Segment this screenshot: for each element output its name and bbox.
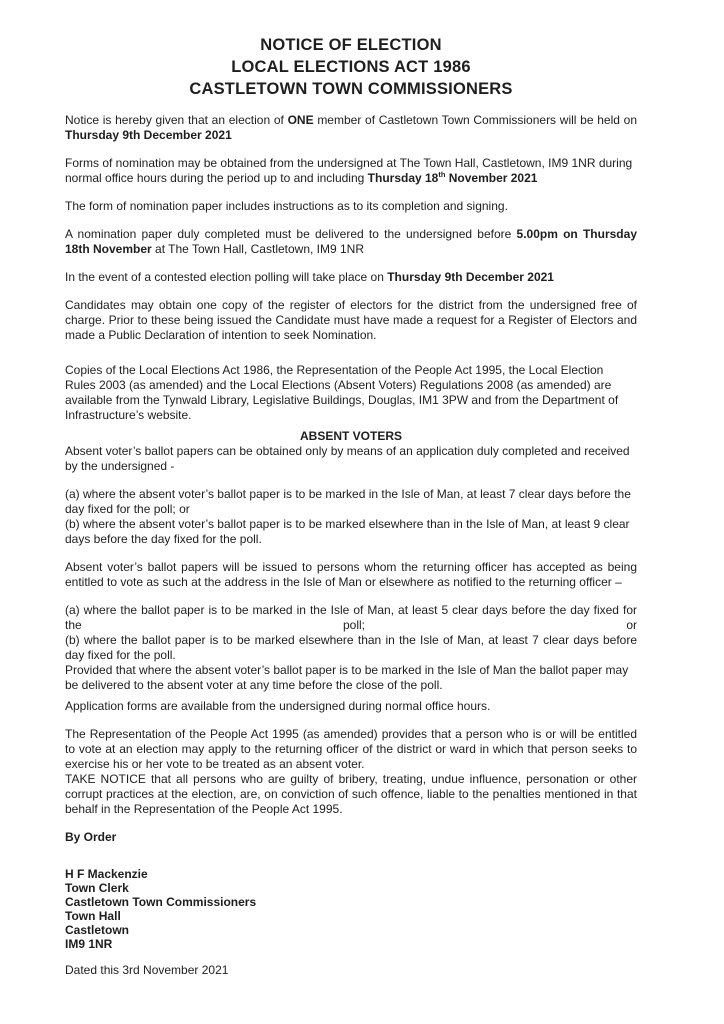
signature-line: H F Mackenzie	[65, 867, 148, 881]
paragraph: Application forms are available from the undersigned during normal office hours.	[65, 699, 491, 713]
paragraph: (a) where the ballot paper is to be marked in the Isle of Man, at least 5 clear days before the day fixed for the poll; or	[65, 603, 637, 632]
paragraph: (b) where the absent voter’s ballot paper is to be marked elsewhere than in the Isle of Man, at least 9 clear days before the day fixed for the poll.	[65, 517, 630, 546]
paragraph: Notice is hereby given that an election of ONE member of Castletown Town Commissioners will be held on Thursday 9th December 2021	[65, 113, 637, 142]
title-line: NOTICE OF ELECTION	[260, 36, 442, 54]
paragraph: Provided that where the absent voter’s ballot paper is to be marked in the Isle of Man the ballot paper may be delivered to the absent voter at any time before the close of the poll.	[65, 663, 629, 692]
by-order: By Order	[65, 830, 117, 844]
paragraph: Absent voter’s ballot papers will be issued to persons whom the returning officer has accepted as being entitled to vote as such at the address in the Isle of Man or elsewhere as notified to the returning officer –	[65, 560, 637, 589]
signature-line: Castletown	[65, 923, 130, 937]
signature-line: IM9 1NR	[65, 937, 113, 951]
title-line: CASTLETOWN TOWN COMMISSIONERS	[189, 80, 513, 98]
section-heading: ABSENT VOTERS	[299, 429, 402, 443]
paragraph: TAKE NOTICE that all persons who are guilty of bribery, treating, undue influence, personation or other corrupt practices at the election, are, on conviction of such offence, liable to the penalties mentioned in that behalf in the Representation of the People Act 1995.	[65, 772, 637, 816]
paragraph: (b) where the ballot paper is to be marked elsewhere than in the Isle of Man, at least 7 clear days before day fixed for the poll.	[65, 633, 637, 662]
notice-paragraphs	[65, 113, 637, 817]
signature-block	[65, 867, 637, 951]
signature-line: Castletown Town Commissioners	[65, 895, 257, 909]
paragraph: Absent voter’s ballot papers can be obtained only by means of an application duly completed and received by the undersigned -	[65, 444, 630, 473]
dated-line: Dated this 3rd November 2021	[65, 963, 229, 977]
title-line: LOCAL ELECTIONS ACT 1986	[231, 58, 471, 76]
paragraph: The Representation of the People Act 1995 (as amended) provides that a person who is or will be entitled to vote at an election may apply to the returning officer of the district or ward in which that person seeks to exercise his or her vote to be treated as an absent voter.	[65, 727, 637, 771]
paragraph: Candidates may obtain one copy of the register of electors for the district from the undersigned free of charge. Prior to these being issued the Candidate must have made a request for a Register of Electors and made a Public Declaration of intention to seek Nomination.	[65, 298, 637, 342]
paragraph: Copies of the Local Elections Act 1986, the Representation of the People Act 1995, the Local Election Rules 2003 (as amended) and the Local Elections (Absent Voters) Regulations 2008 (as amended) are available from the Tynwald Library, Legislative Buildings, Douglas, IM1 3PW and from the Department of Infrastructure’s website.	[65, 363, 619, 422]
document-title	[65, 34, 637, 100]
signature-line: Town Clerk	[65, 881, 129, 895]
signature-line: Town Hall	[65, 909, 121, 923]
paragraph: A nomination paper duly completed must be delivered to the undersigned before 5.00pm on Thursday 18th November at The Town Hall, Castletown, IM9 1NR	[65, 227, 637, 256]
paragraph: In the event of a contested election polling will take place on Thursday 9th December 2021	[65, 270, 554, 284]
paragraph: The form of nomination paper includes instructions as to its completion and signing.	[65, 199, 508, 213]
paragraph: Forms of nomination may be obtained from the undersigned at The Town Hall, Castletown, IM9 1NR during normal office hours during the period up to and including Thursday 18th November 2021	[65, 156, 633, 185]
paragraph: (a) where the absent voter’s ballot paper is to be marked in the Isle of Man, at least 7 clear days before the day fixed for the poll; or	[65, 487, 631, 516]
